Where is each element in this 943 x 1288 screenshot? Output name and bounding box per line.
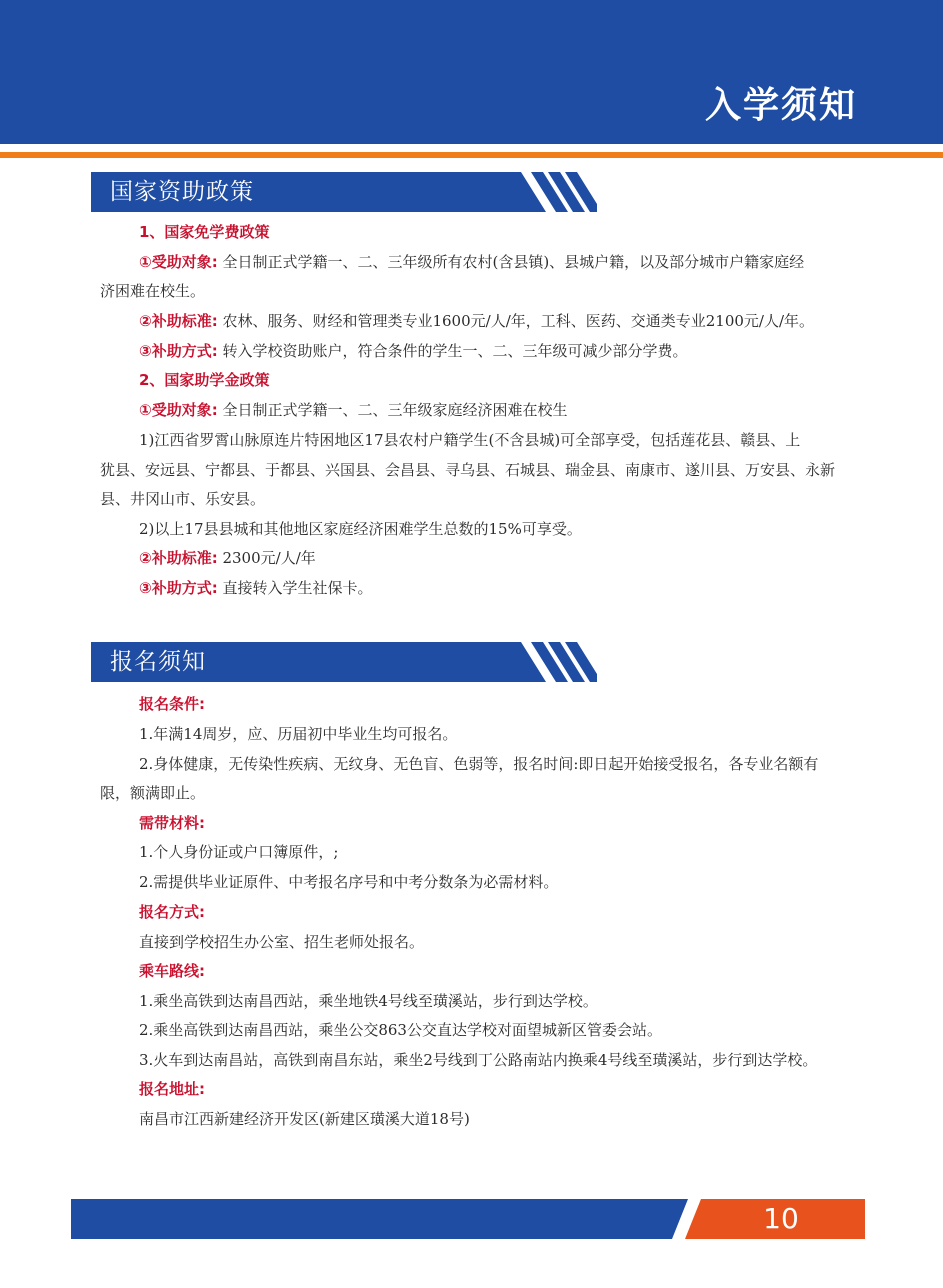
text: 直接转入学生社保卡。: [217, 579, 373, 597]
paragraph: [139, 578, 372, 598]
paragraph: 南昌市江西新建经济开发区(新建区璜溪大道18号): [139, 1110, 470, 1128]
section-title: 国家资助政策: [110, 179, 254, 205]
policy-heading-grant: 2、国家助学金政策: [139, 371, 270, 389]
paragraph: [139, 311, 814, 331]
label: ②补助标准:: [139, 312, 218, 330]
paragraph-continued: 限，额满即止。: [100, 784, 206, 802]
label: ③补助方式:: [139, 579, 218, 597]
registration-method-heading: 报名方式:: [139, 903, 205, 921]
text: 2300元/人/年: [217, 549, 316, 567]
paragraph: [139, 400, 567, 420]
materials-heading: 需带材料:: [139, 814, 205, 832]
paragraph-continued: 济困难在校生。: [100, 282, 206, 300]
paragraph: 2.身体健康，无传染性疾病、无纹身、无色盲、色弱等，报名时间:即日起开始接受报名，各专业名额有: [139, 755, 819, 773]
paragraph: 1)江西省罗霄山脉原连片特困地区17县农村户籍学生(不含县城)可全部享受，包括莲花县、赣县、上: [139, 431, 801, 449]
paragraph: 1.个人身份证或户口簿原件，;: [139, 843, 339, 861]
paragraph: [139, 341, 687, 361]
policy-heading-tuition-free: 1、国家免学费政策: [139, 223, 270, 241]
label: ②补助标准:: [139, 549, 218, 567]
paragraph: 3.火车到达南昌站，高铁到南昌东站，乘坐2号线到丁公路南站内换乘4号线至璜溪站，步行到达学校。: [139, 1051, 818, 1069]
label: ①受助对象:: [139, 401, 218, 419]
transport-route-heading: 乘车路线:: [139, 962, 205, 980]
paragraph: [139, 252, 804, 272]
paragraph: 直接到学校招生办公室、招生老师处报名。: [139, 933, 425, 951]
registration-address-heading: 报名地址:: [139, 1080, 205, 1098]
registration-conditions-heading: 报名条件:: [139, 695, 205, 713]
section-title: 报名须知: [110, 649, 206, 675]
section-header-financial-aid: [91, 172, 597, 212]
text: 转入学校资助账户，符合条件的学生一、二、三年级可减少部分学费。: [217, 342, 688, 360]
paragraph-continued: 县、井冈山市、乐安县。: [100, 490, 266, 508]
text: 全日制正式学籍一、二、三年级家庭经济困难在校生: [217, 401, 568, 419]
page-title: 入学须知: [704, 85, 857, 126]
label: ③补助方式:: [139, 342, 218, 360]
text: 全日制正式学籍一、二、三年级所有农村(含县镇)、县城户籍，以及部分城市户籍家庭经: [217, 253, 805, 271]
paragraph: [139, 548, 316, 568]
paragraph: 1.乘坐高铁到达南昌西站，乘坐地铁4号线至璜溪站，步行到达学校。: [139, 992, 598, 1010]
paragraph: 2.需提供毕业证原件、中考报名序号和中考分数条为必需材料。: [139, 873, 559, 891]
section-header-registration: [91, 642, 597, 682]
page-number: 10: [763, 1202, 799, 1235]
paragraph-continued: 犹县、安远县、宁都县、于都县、兴国县、会昌县、寻乌县、石城县、瑞金县、南康市、遂川县、万安县、永新: [100, 461, 836, 479]
paragraph: 2)以上17县县城和其他地区家庭经济困难学生总数的15%可享受。: [139, 520, 582, 538]
paragraph: 1.年满14周岁，应、历届初中毕业生均可报名。: [139, 725, 458, 743]
label: ①受助对象:: [139, 253, 218, 271]
paragraph: 2.乘坐高铁到达南昌西站，乘坐公交863公交直达学校对面望城新区管委会站。: [139, 1021, 662, 1039]
header-accent-stripe: [0, 152, 943, 158]
text: 农林、服务、财经和管理类专业1600元/人/年，工科、医药、交通类专业2100元/人/年。: [217, 312, 815, 330]
